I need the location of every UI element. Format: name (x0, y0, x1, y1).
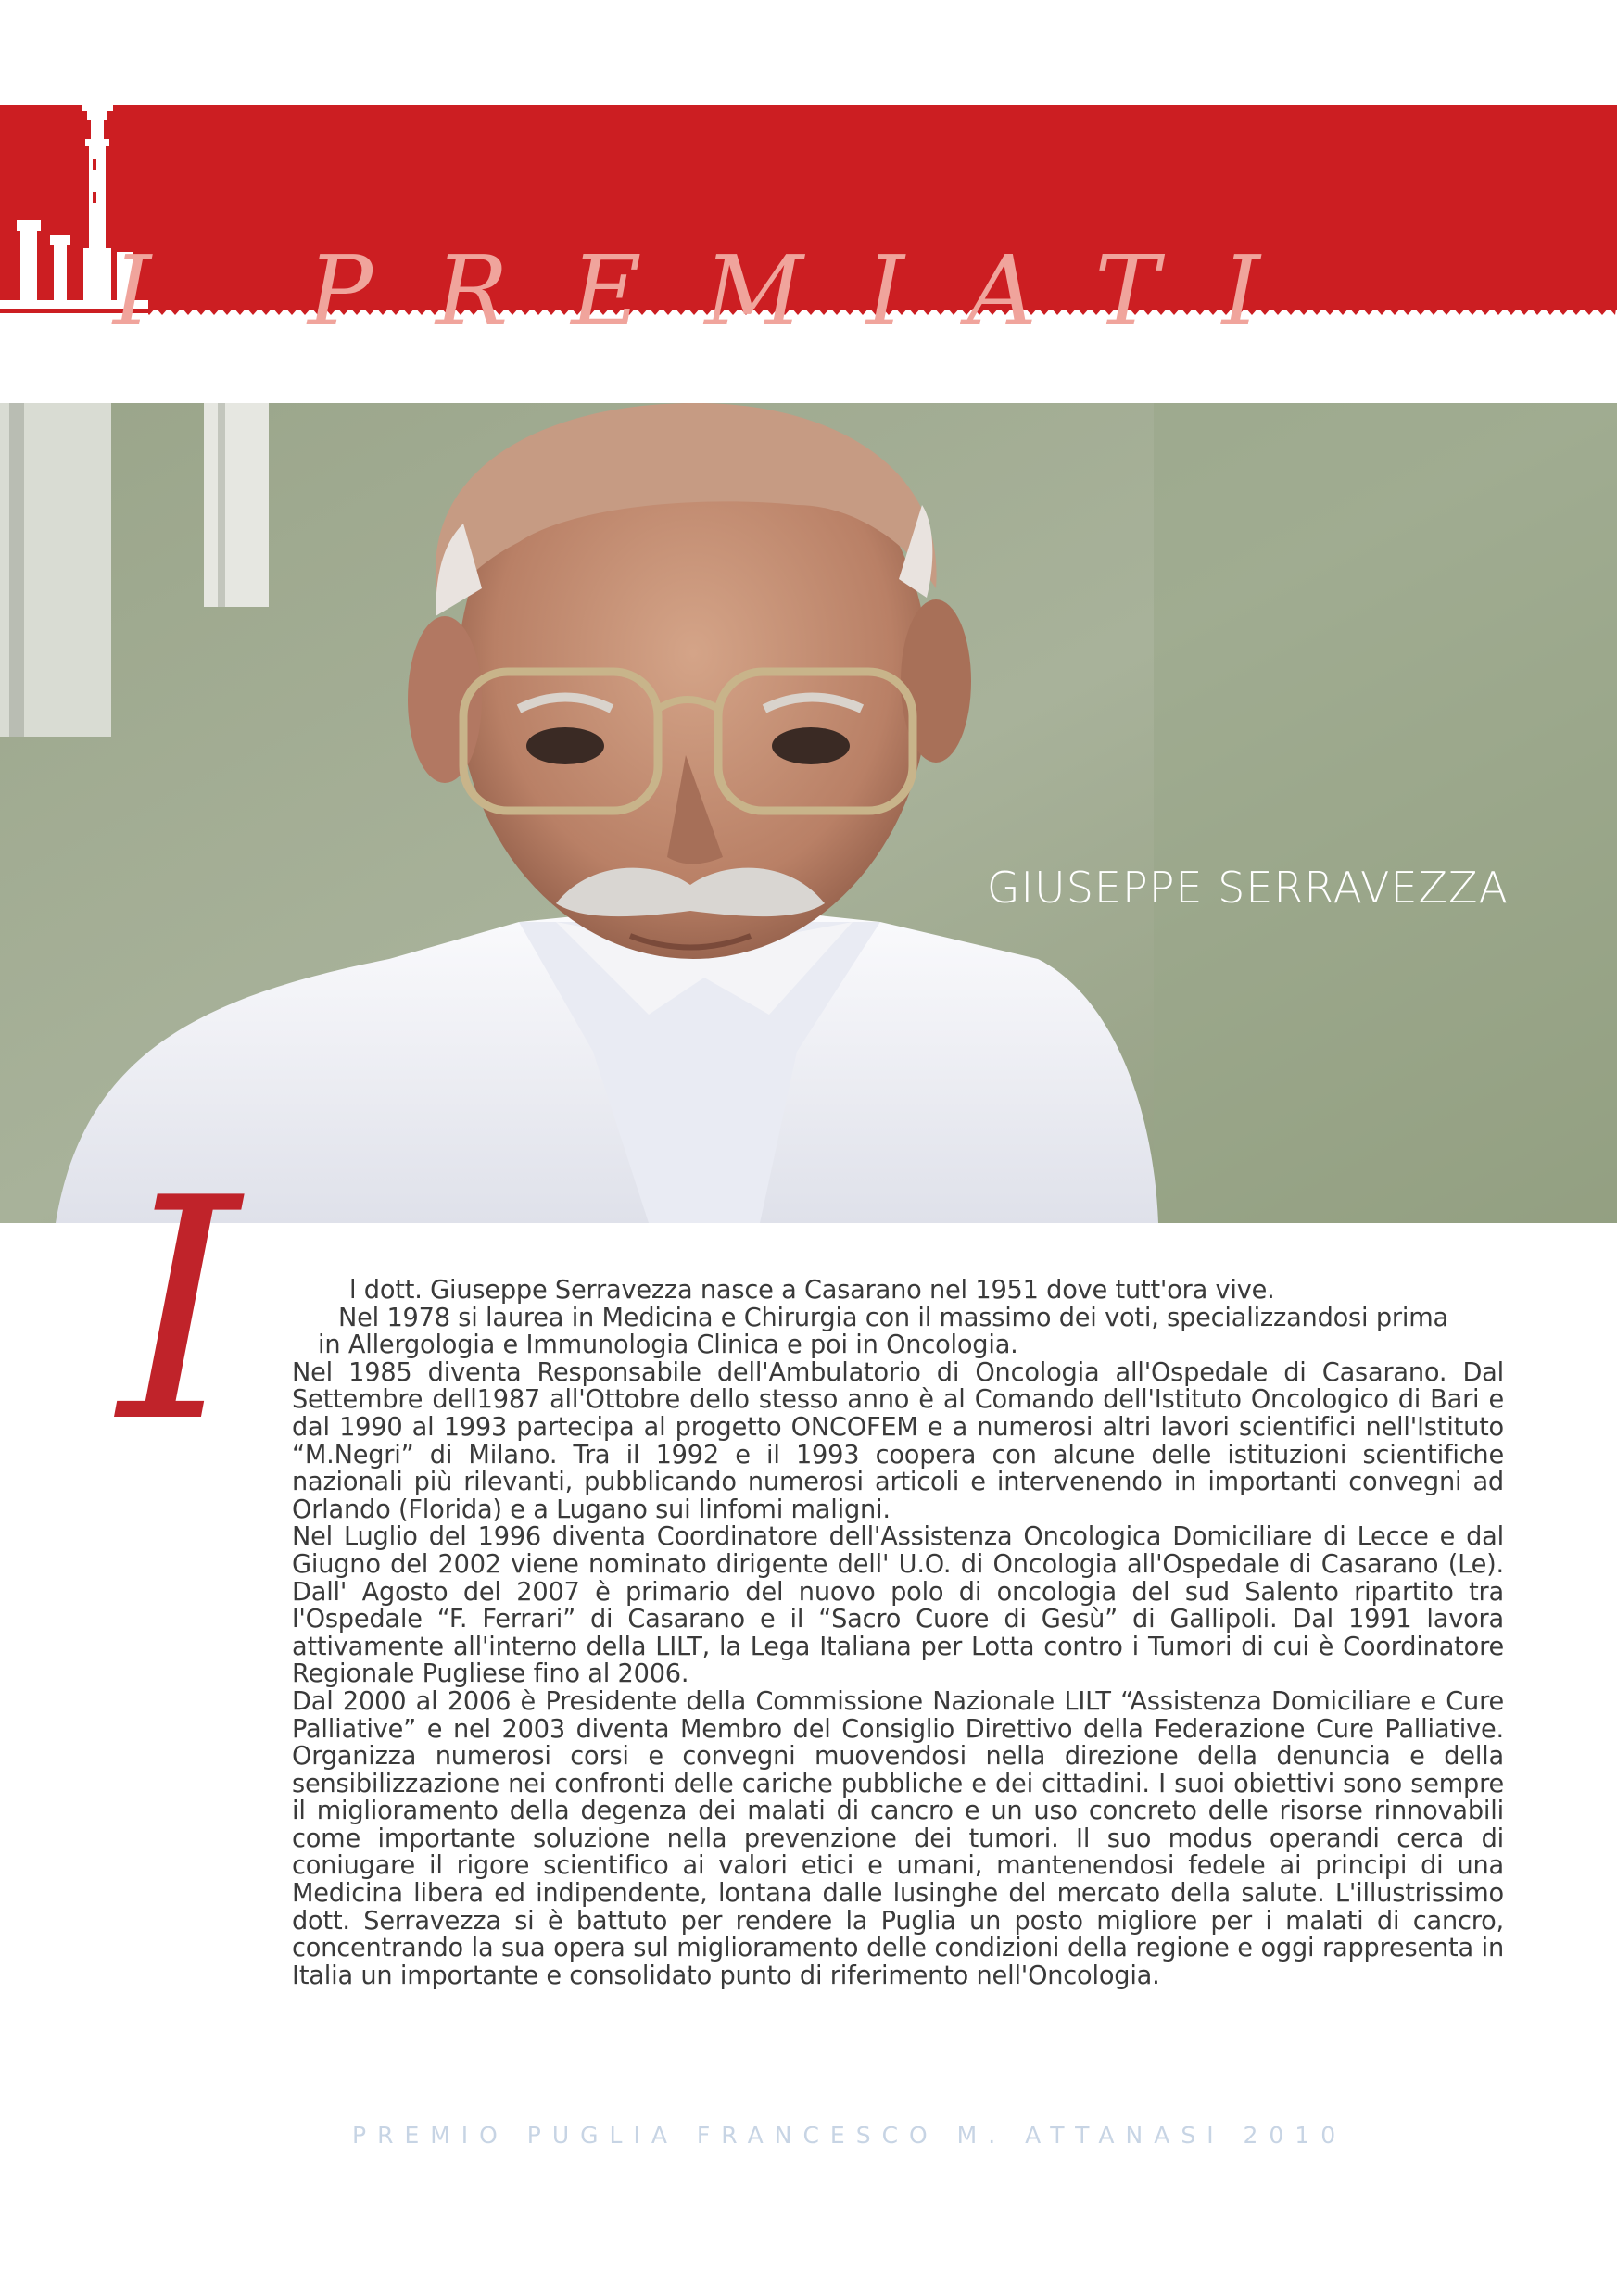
section-title: I PREMIATI (113, 234, 1323, 347)
paragraph: l dott. Giuseppe Serravezza nasce a Casarano nel 1951 dove tutt'ora vive. (349, 1276, 1275, 1305)
paragraph: Nel 1985 diventa Responsabile dell'Ambulatorio di Oncologia all'Ospedale di Casarano. Dal Settembre dell1987 all'Ottobre dello stesso anno è al Comando dell'Istituto Oncologico di Bari e dal 1990 al 1993 partecipa al progetto ONCOFEM e a numerosi altri lavori scientifici nell'Istituto “M.Negri” di Milano. Tra il 1992 e il 1993 coopera con alcune delle istituzioni scientifiche nazionali più rilevanti, pubblicando numerosi articoli e intervenendo in importanti convegni ad Orlando (Florida) e a Lugano sui linfomi maligni. (292, 1357, 1504, 1524)
paragraph: Nel 1978 si laurea in Medicina e Chirurgia con il massimo dei voti, specializzandosi prima (338, 1303, 1448, 1332)
paragraph: in Allergologia e Immunologia Clinica e poi in Oncologia. (318, 1331, 1018, 1360)
paragraph: Nel Luglio del 1996 diventa Coordinatore dell'Assistenza Oncologica Domiciliare di Lecce e dal Giugno del 2002 viene nominato dirigente dell' U.O. di Oncologia all'Ospedale di Casarano (Le). Dall' Agosto del 2007 è primario del nuovo polo di oncologia del sud Salento ripartito tra l'Ospedale “F. Ferrari” di Casarano e il “Sacro Cuore di Gesù” di Gallipoli. Dal 1991 lavora attivamente all'interno della LILT, la Lega Italiana per Lotta contro i Tumori di cui è Coordinatore Regionale Pugliese fino al 2006. (292, 1522, 1504, 1689)
portrait-photo (0, 403, 1617, 1223)
drop-cap-letter: I (119, 1133, 240, 1489)
footer-award-title: PREMIO PUGLIA FRANCESCO M. ATTANASI 2010 (352, 2122, 1347, 2149)
paragraph: Dal 2000 al 2006 è Presidente della Commissione Nazionale LILT “Assistenza Domiciliare e Cure Palliative” e nel 2003 diventa Membro del Consiglio Direttivo della Federazione Cure Palliative. Organizza numerosi corsi e convegni muovendosi nella direzione della denuncia e della sensibilizzazione nei confronti delle cariche pubbliche e dei cittadini. I suoi obiettivi sono sempre il miglioramento della degenza dei malati di cancro e un uso concreto delle risorse rinnovabili come importante soluzione nella prevenzione dei tumori. Il suo modus operandi cerca di coniugare il rigore scientifico ai valori etici e umani, mantenendosi fedele ai principi di una Medicina libera ed indipendente, lontana dalle lusinghe del mercato della salute. L'illustrissimo dott. Serravezza si è battuto per rendere la Puglia un posto migliore per i malati di cancro, concentrando la sua opera sul miglioramento delle condizioni della regione e oggi rappresenta in Italia un importante e consolidato punto di riferimento nell'Oncologia. (292, 1686, 1504, 1990)
person-name: GIUSEPPE SERRAVEZZA (986, 863, 1509, 913)
biography-text (292, 1277, 1504, 1989)
